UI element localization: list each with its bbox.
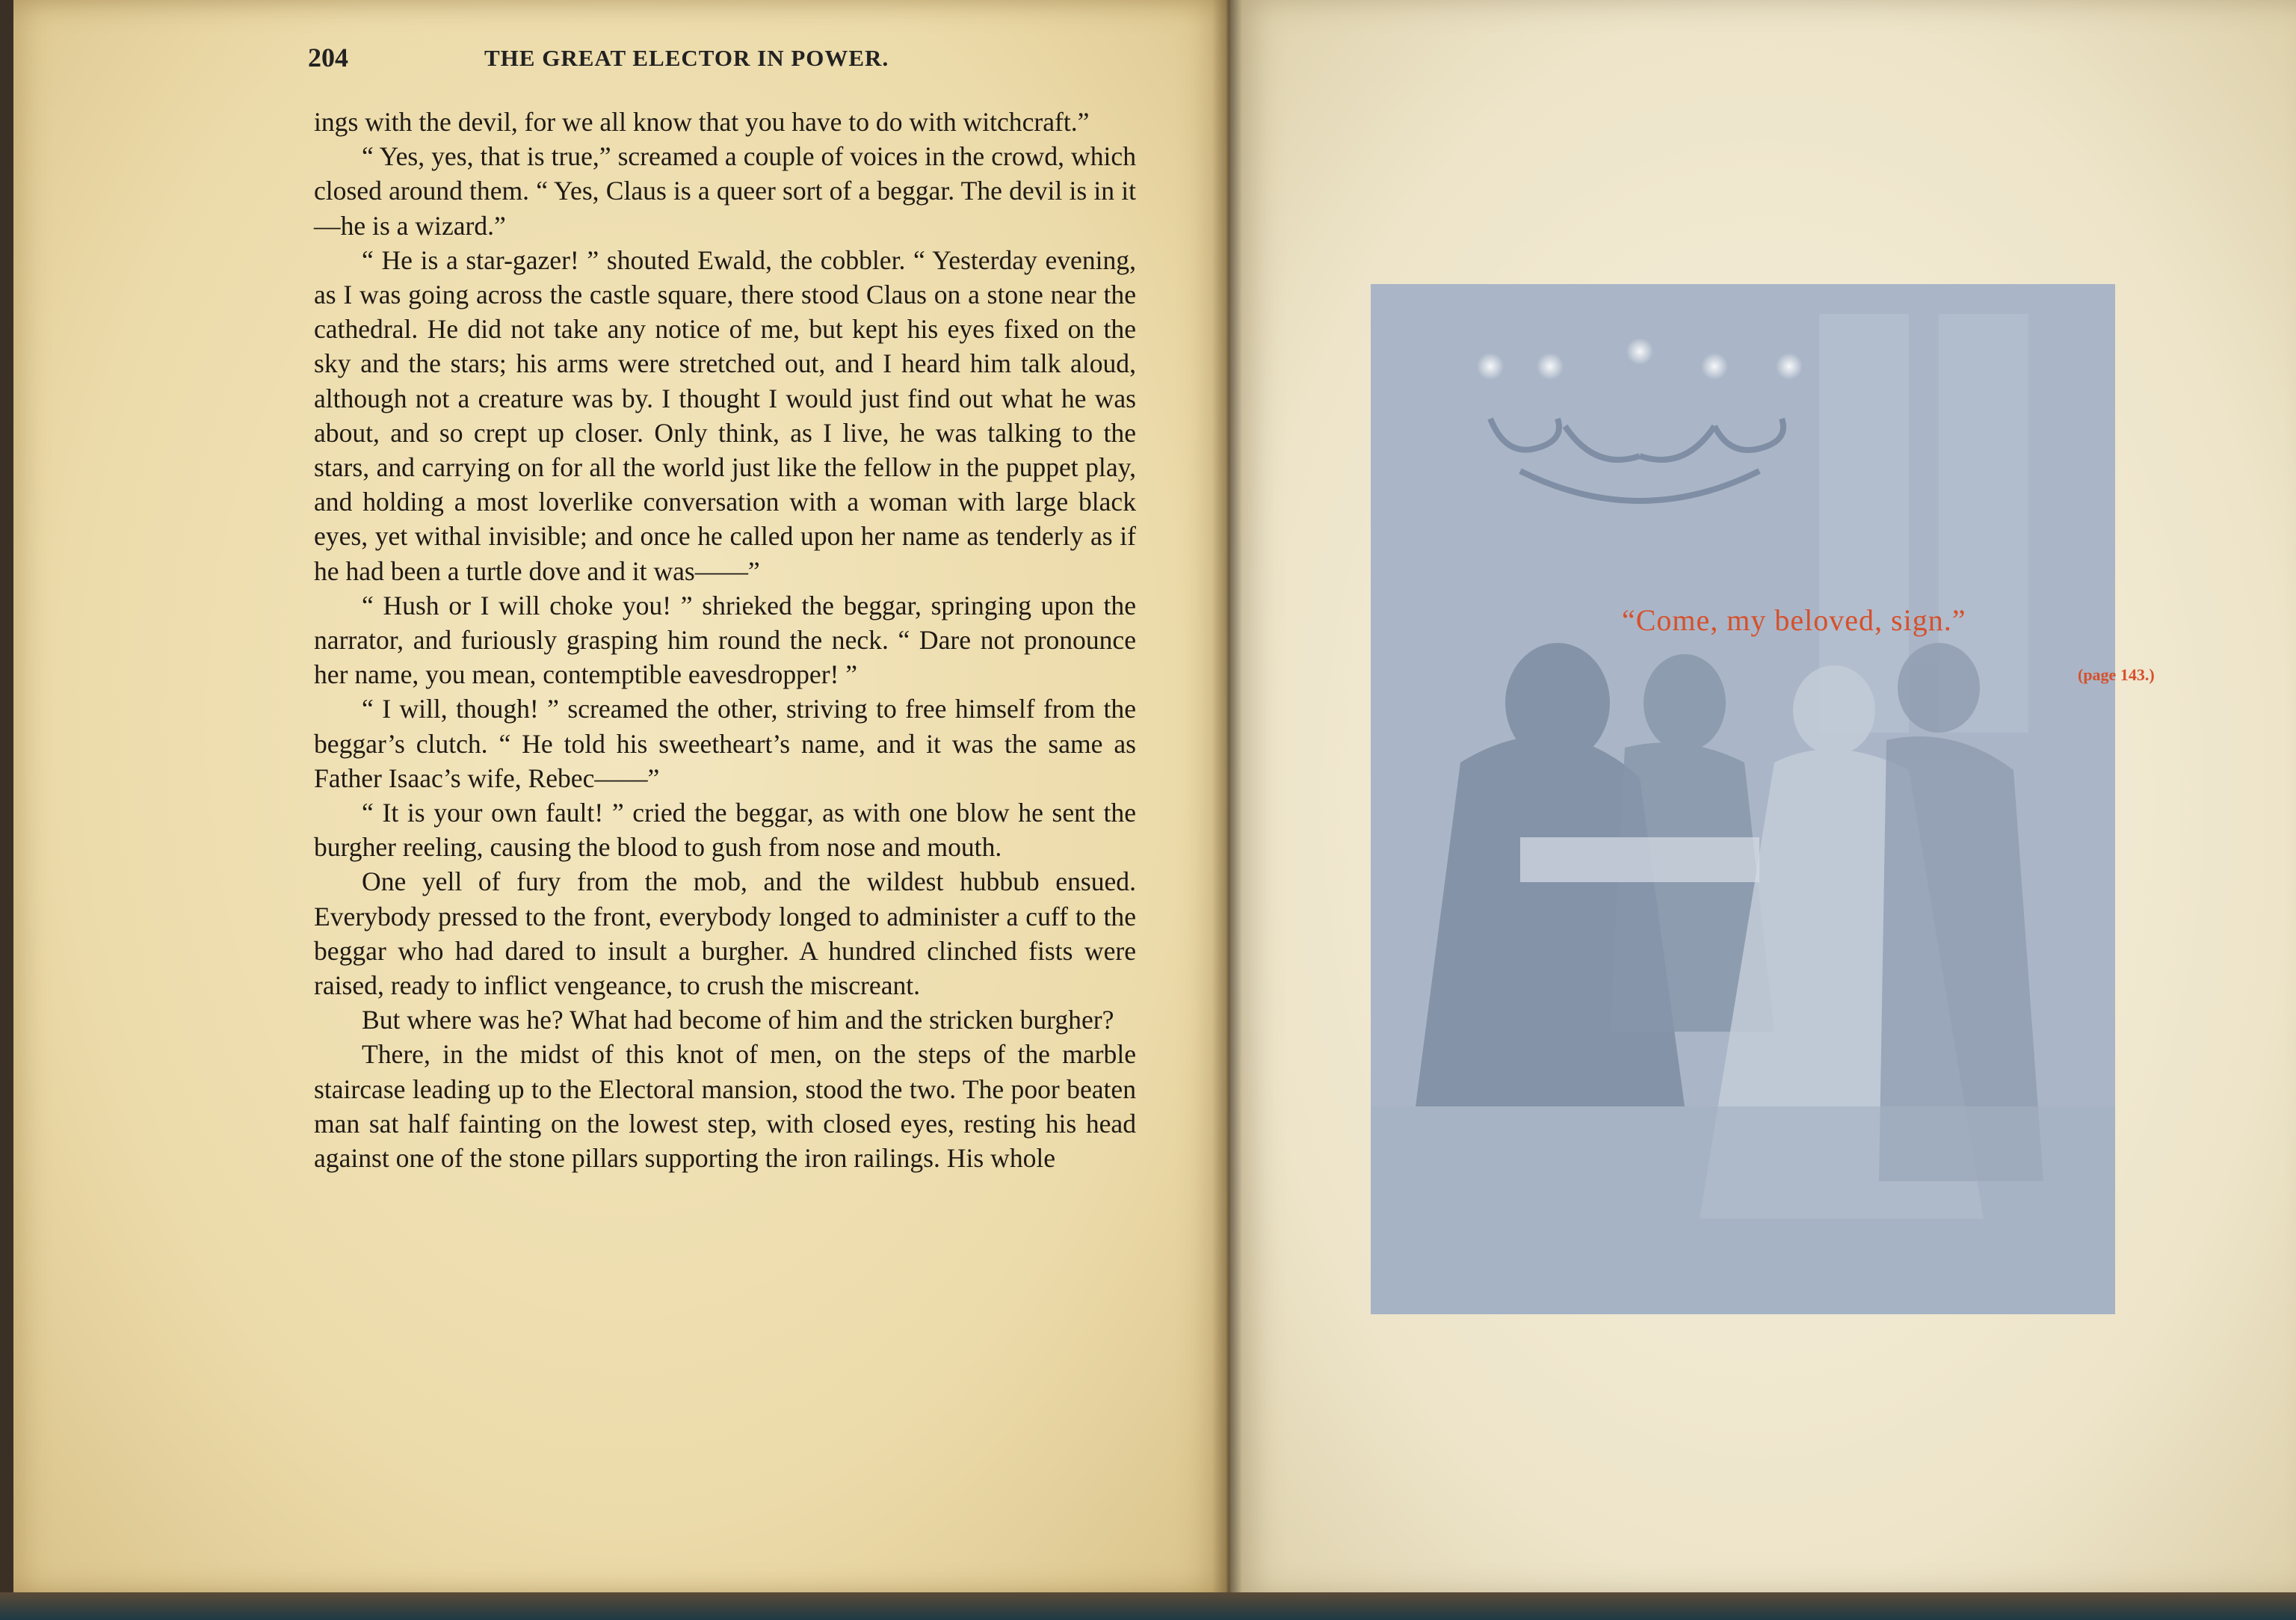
paragraph: There, in the midst of this knot of men, on the steps of the marble staircase leading up to the Electoral mansion, stood the two. The poor beaten man sat half fainting on the lowest step, with closed eyes, resting his head against one of the stone pillars supporting the iron railings. His whole <box>314 1039 1136 1174</box>
book-bottom-edge <box>0 1592 2296 1620</box>
running-head <box>308 42 1138 79</box>
body-text <box>314 105 1136 1175</box>
engraving-scene <box>1371 284 2115 1314</box>
running-title: THE GREAT ELECTOR IN POWER. <box>484 45 889 71</box>
paragraph: “ He is a star-gazer! ” shouted Ewald, the cobbler. “ Yesterday evening, as I was going across the castle square, there stood Claus on a stone near the cathedral. He did not take any notice of me, but kept his eyes fixed on the sky and the stars; his arms were stretched out, and I heard him talk aloud, although not a creature was by. I thought I would just find out what he was about, and so crept up closer. Only think, as I live, he was talking to the stars, and carrying on for all the world just like the fellow in the puppet play, and holding a most loverlike conversation with a woman with large black eyes, yet withal invisible; and once he called upon her name as tenderly as if he had been a turtle dove and it was——” <box>314 244 1136 586</box>
page-number: 204 <box>308 43 348 73</box>
document-on-table <box>1520 837 1759 882</box>
engraving-illustration <box>1371 284 2115 1314</box>
paragraph: “ It is your own fault! ” cried the beggar, as with one blow he sent the burgher reeling, causing the blood to gush from nose and mouth. <box>314 798 1136 863</box>
paragraph: “ Hush or I will choke you! ” shrieked the beggar, springing upon the narrator, and furiously grasping him round the neck. “ Dare not pronounce her name, you mean, contemptible eavesdropper! ” <box>314 590 1136 690</box>
floor <box>1371 1106 2115 1314</box>
book-gutter <box>1212 0 1242 1596</box>
paragraph: “ I will, though! ” screamed the other, striving to free himself from the beggar’s clutch. “ He told his sweetheart’s name, and it was the same as Father Isaac’s wife, Rebec——” <box>314 694 1136 793</box>
paragraph: But where was he? What had become of him and the stricken burgher? <box>362 1005 1114 1035</box>
caption-page-reference: (page 143.) <box>2078 665 2155 684</box>
paragraph: One yell of fury from the mob, and the wildest hubbub ensued. Everybody pressed to the front, everybody longed to administer a cuff to the beggar who had dared to insult a burgher. A hundred clinched fists were raised, ready to inflict vengeance, to crush the miscreant. <box>314 866 1136 1001</box>
paragraph: ings with the devil, for we all know that you have to do with witchcraft.” <box>314 107 1090 137</box>
paragraph: “ Yes, yes, that is true,” screamed a couple of voices in the crowd, which closed around them. “ Yes, Claus is a queer sort of a beggar. The devil is in it—he is a wizard.” <box>314 141 1136 241</box>
illustration-caption: “Come, my beloved, sign.” <box>1622 603 1966 637</box>
